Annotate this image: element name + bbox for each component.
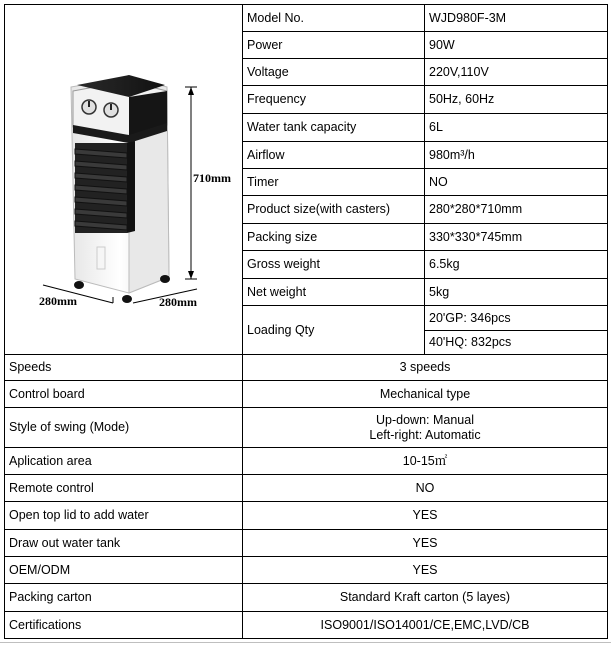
swing-left-right: Left-right: Automatic	[369, 427, 481, 442]
width-dimension-label: 280mm	[159, 295, 197, 309]
spec-label-frequency: Frequency	[243, 86, 425, 114]
feature-label-control-board: Control board	[5, 381, 243, 408]
spec-label-airflow: Airflow	[243, 142, 425, 169]
spec-value-loading-40hq: 40'HQ: 832pcs	[425, 331, 608, 355]
spec-label-net-weight: Net weight	[243, 279, 425, 306]
spec-value-voltage: 220V,110V	[425, 59, 608, 86]
spec-value-airflow: 980m³/h	[425, 142, 608, 169]
spec-label-model: Model No.	[243, 5, 425, 32]
feature-value-packing-carton: Standard Kraft carton (5 layes)	[243, 584, 608, 612]
spec-value-net-weight: 5kg	[425, 279, 608, 306]
feature-value-water-tank-draw: YES	[243, 530, 608, 557]
spec-value-model: WJD980F-3M	[425, 5, 608, 32]
bottom-divider	[0, 642, 611, 643]
feature-label-water-tank-draw: Draw out water tank	[5, 530, 243, 557]
spec-value-gross-weight: 6.5kg	[425, 251, 608, 279]
spec-value-power: 90W	[425, 32, 608, 59]
depth-dimension-label: 280mm	[39, 294, 77, 308]
feature-value-oem-odm: YES	[243, 557, 608, 584]
product-figure	[9, 7, 243, 352]
height-dimension-label: 710mm	[193, 171, 231, 185]
feature-value-control-board: Mechanical type	[243, 381, 608, 408]
spec-value-product-size: 280*280*710mm	[425, 196, 608, 224]
feature-label-application-area: Aplication area	[5, 448, 243, 475]
feature-label-speeds: Speeds	[5, 355, 243, 381]
spec-table	[4, 4, 608, 639]
spec-value-frequency: 50Hz, 60Hz	[425, 86, 608, 114]
feature-value-speeds: 3 speeds	[243, 355, 608, 381]
feature-label-certifications: Certifications	[5, 612, 243, 639]
spec-label-water-tank: Water tank capacity	[243, 114, 425, 142]
spec-label-gross-weight: Gross weight	[243, 251, 425, 279]
spec-label-product-size: Product size(with casters)	[243, 196, 425, 224]
spec-value-water-tank: 6L	[425, 114, 608, 142]
feature-label-top-lid: Open top lid to add water	[5, 502, 243, 530]
feature-value-swing	[243, 408, 608, 448]
spec-value-timer: NO	[425, 169, 608, 196]
feature-label-remote-control: Remote control	[5, 475, 243, 502]
spec-label-loading-qty: Loading Qty	[243, 306, 425, 355]
feature-value-certifications: ISO9001/ISO14001/CE,EMC,LVD/CB	[243, 612, 608, 639]
product-image-cell	[5, 5, 243, 355]
spec-label-packing-size: Packing size	[243, 224, 425, 251]
feature-value-remote-control: NO	[243, 475, 608, 502]
swing-up-down: Up-down: Manual	[376, 412, 474, 427]
feature-label-oem-odm: OEM/ODM	[5, 557, 243, 584]
spec-label-timer: Timer	[243, 169, 425, 196]
feature-value-application-area: 10-15㎡	[243, 448, 608, 475]
spec-value-loading-20gp: 20'GP: 346pcs	[425, 306, 608, 331]
spec-value-packing-size: 330*330*745mm	[425, 224, 608, 251]
feature-value-top-lid: YES	[243, 502, 608, 530]
feature-label-swing: Style of swing (Mode)	[5, 408, 243, 448]
spec-label-voltage: Voltage	[243, 59, 425, 86]
spec-label-power: Power	[243, 32, 425, 59]
feature-label-packing-carton: Packing carton	[5, 584, 243, 612]
